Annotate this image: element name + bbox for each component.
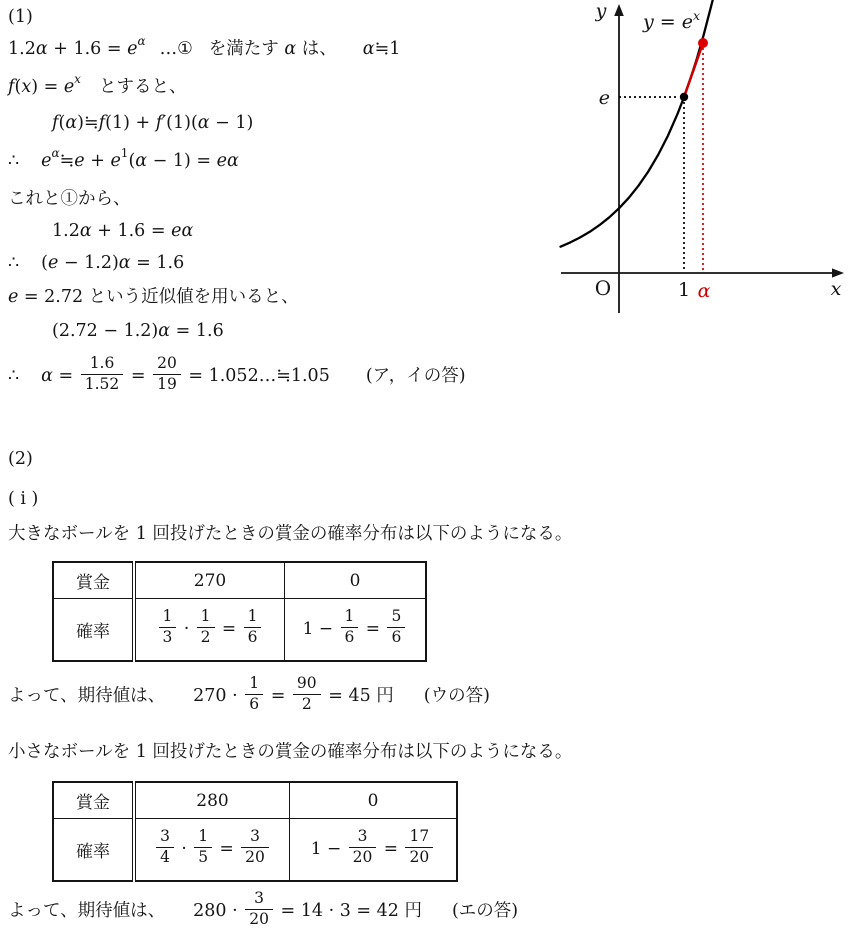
text-segment: α	[284, 39, 297, 59]
text-segment: + 1.6 =	[91, 221, 172, 241]
text-segment: 1.2	[52, 221, 80, 241]
text-segment: を満たす	[208, 39, 285, 59]
fraction-denominator: 3	[162, 628, 173, 646]
fraction-denominator: 6	[391, 628, 402, 646]
text-segment: e	[74, 151, 85, 171]
text-segment: =	[378, 839, 404, 859]
fraction	[349, 828, 377, 867]
text-segment: α	[79, 221, 92, 241]
fraction	[241, 828, 269, 867]
eq-fx-def	[8, 72, 186, 102]
text-segment: 1 −	[302, 619, 339, 639]
part1-label: (1)	[8, 7, 33, 27]
text-segment: =	[125, 365, 152, 386]
expected-value-small	[8, 889, 519, 931]
prize-value-0: 0	[285, 562, 427, 599]
table-row	[53, 599, 426, 662]
text-segment: …①	[159, 39, 193, 59]
text-segment: =	[214, 839, 240, 859]
eq-therefore-1	[8, 146, 239, 176]
prob-expression	[157, 607, 264, 646]
text-segment: これと①から、	[8, 189, 131, 209]
text-segment: α	[41, 365, 53, 386]
eq-alpha-answer	[8, 354, 466, 396]
fraction-numerator: 17	[405, 828, 433, 848]
text-segment: よって、期待値は、	[8, 685, 166, 706]
text-segment: = 1.052…≒1.05	[182, 365, 330, 386]
fraction	[341, 608, 359, 647]
fraction-numerator: 1	[341, 608, 359, 628]
text-segment: よって、期待値は、	[8, 900, 166, 921]
y-axis-label: y	[595, 0, 607, 22]
table-row	[53, 782, 457, 819]
text-segment: +	[84, 151, 111, 171]
curve-label-eq: =	[653, 11, 682, 33]
text-segment: =	[52, 365, 79, 386]
text-segment: − 1) =	[147, 151, 217, 171]
text-segment: =	[360, 619, 386, 639]
x-axis-arrow-icon	[832, 268, 844, 277]
curve-equation-label	[642, 8, 700, 33]
header-prize: 賞金	[53, 562, 134, 599]
spacer	[422, 915, 452, 916]
fraction-numerator: 1	[245, 675, 263, 695]
text-segment: = 1.6	[130, 253, 185, 273]
e-tick-label: e	[598, 87, 610, 109]
prob-cell-win	[134, 819, 290, 882]
fraction-denominator: 5	[198, 848, 209, 866]
origin-label: O	[594, 276, 612, 300]
text-segment: とすると、	[98, 77, 187, 97]
fraction	[405, 828, 433, 867]
header-prob: 確率	[53, 599, 134, 662]
fraction-denominator: 6	[247, 628, 258, 646]
fraction-denominator: 1.52	[84, 374, 120, 393]
text-segment: (1) +	[105, 113, 156, 133]
text-segment: (	[41, 253, 48, 273]
text-segment: f	[8, 77, 15, 97]
fraction-denominator: 20	[249, 909, 269, 928]
eq-therefore-2	[8, 248, 184, 278]
fraction-numerator: 3	[349, 828, 377, 848]
superscript: α	[51, 146, 60, 161]
fraction-numerator: 1	[159, 608, 177, 628]
fraction	[293, 675, 321, 714]
prize-value-270: 270	[134, 562, 285, 599]
text-segment: ·	[175, 839, 193, 859]
fraction	[194, 828, 212, 867]
text-segment: eα	[216, 151, 239, 171]
text-segment: (	[14, 77, 22, 97]
superscript: α	[137, 34, 146, 49]
point-1-e	[680, 93, 688, 101]
fraction-denominator: 4	[160, 848, 170, 866]
text-segment: (エの答)	[451, 900, 519, 921]
text-segment: e	[47, 253, 59, 273]
fraction-denominator: 20	[409, 848, 430, 866]
alpha-tick-label: α	[697, 280, 711, 302]
text-segment: α	[35, 39, 48, 59]
text-segment: )≒	[77, 113, 99, 133]
fraction-denominator: 20	[352, 848, 373, 866]
prize-value-280: 280	[134, 782, 290, 819]
expected-value-large	[8, 674, 490, 716]
fraction-numerator: 1	[194, 828, 212, 848]
x-axis-label: x	[830, 278, 842, 300]
text-segment: e	[127, 39, 138, 59]
fraction-denominator: 2	[301, 694, 312, 713]
intro-small-ball: 小さなボールを 1 回投げたときの賞金の確率分布は以下のようになる。	[8, 742, 573, 762]
fraction-denominator: 6	[249, 694, 260, 713]
spacer	[193, 53, 209, 54]
curve-label-sup-x: x	[692, 8, 701, 23]
spacer	[165, 915, 193, 916]
superscript: x	[74, 72, 81, 87]
text-segment: 270 ·	[193, 685, 244, 706]
text-segment: ∴	[8, 151, 20, 171]
text-segment: ≒	[59, 151, 75, 171]
exp-curve	[561, 1, 713, 247]
text-segment: − 1.2)	[58, 253, 119, 273]
text-segment: α	[197, 113, 210, 133]
text-segment: ∴	[8, 365, 20, 386]
fraction-numerator: 1	[244, 608, 262, 628]
fraction	[81, 355, 124, 394]
exp-function-graph	[557, 0, 853, 315]
spacer	[19, 267, 41, 268]
text-segment: = 45 円	[322, 685, 394, 706]
superscript: 1	[120, 146, 129, 161]
prob-cell-lose	[290, 819, 458, 882]
text-segment: = 14 · 3 = 42 円	[274, 900, 422, 921]
text-segment: α	[362, 39, 375, 59]
spacer	[81, 91, 99, 92]
fraction	[153, 355, 181, 394]
text-korekara	[8, 184, 131, 214]
fraction	[156, 828, 174, 867]
fraction-numerator: 1	[197, 608, 215, 628]
text-segment: e	[110, 151, 121, 171]
text-segment: f′	[155, 113, 167, 133]
text-segment: − 1)	[209, 113, 254, 133]
one-tick-label: 1	[677, 279, 691, 301]
table-row	[53, 562, 426, 599]
fraction	[387, 608, 405, 647]
prob-expression	[310, 827, 435, 866]
part2-label: (2)	[8, 449, 33, 469]
spacer	[330, 380, 366, 381]
fraction	[245, 890, 273, 929]
tangent-segment	[684, 43, 703, 97]
prob-table-small	[52, 781, 458, 882]
fraction	[159, 608, 177, 647]
table-row	[53, 819, 457, 882]
spacer	[337, 53, 363, 54]
text-segment: ) =	[31, 77, 64, 97]
header-prob: 確率	[53, 819, 134, 882]
text-segment: (	[58, 113, 66, 133]
fraction-numerator: 1.6	[81, 355, 124, 375]
curve-label-e: e	[681, 11, 693, 33]
text-segment: α	[158, 321, 171, 341]
text-segment: ∴	[8, 253, 20, 273]
text-segment: =	[265, 685, 291, 706]
fraction-numerator: 3	[156, 828, 174, 848]
spacer	[146, 53, 160, 54]
text-segment: 280 ·	[193, 900, 244, 921]
text-segment: α	[65, 113, 78, 133]
prob-table-large	[52, 561, 427, 662]
curve-label-y: y	[643, 11, 654, 33]
eq-numeric	[52, 316, 224, 346]
text-segment: α	[135, 151, 148, 171]
part2-sub-label: ( i )	[8, 489, 39, 509]
text-segment: eα	[171, 221, 194, 241]
header-prize: 賞金	[53, 782, 134, 819]
text-segment: + 1.6 =	[47, 39, 128, 59]
y-axis-arrow-icon	[614, 4, 624, 16]
text-segment: ≒1	[374, 39, 401, 59]
text-segment: (ウの答)	[423, 685, 490, 706]
text-segment: e	[63, 77, 75, 97]
fraction	[245, 675, 263, 714]
prob-expression	[302, 607, 408, 646]
fraction-numerator: 90	[293, 675, 321, 695]
eq-linear-approx	[52, 108, 253, 138]
text-segment: は、	[296, 39, 337, 59]
text-segment: (1)(	[166, 113, 198, 133]
prob-expression	[154, 827, 271, 866]
fraction	[244, 608, 262, 647]
text-segment: (2.72 − 1.2)	[52, 321, 159, 341]
fraction-numerator: 20	[153, 355, 181, 375]
text-segment: 1.2	[8, 39, 36, 59]
fraction-denominator: 6	[344, 628, 355, 646]
text-segment: α	[118, 253, 131, 273]
fraction-numerator: 5	[387, 608, 405, 628]
intro-large-ball: 大きなボールを 1 回投げたときの賞金の確率分布は以下のようになる。	[8, 524, 573, 544]
text-segment: ·	[178, 619, 195, 639]
text-segment: 1 −	[310, 839, 347, 859]
graph-svg	[557, 0, 853, 315]
eq-original	[8, 34, 400, 64]
fraction-denominator: 20	[245, 848, 265, 866]
text-segment: e	[41, 151, 52, 171]
spacer	[19, 380, 41, 381]
eq-combined	[52, 216, 193, 246]
text-segment: = 1.6	[170, 321, 224, 341]
text-segment: (	[128, 151, 136, 171]
fraction-denominator: 19	[157, 374, 177, 393]
text-e-approx	[8, 282, 299, 312]
fraction	[197, 608, 215, 647]
prize-value-0: 0	[290, 782, 458, 819]
text-segment: x	[21, 77, 32, 97]
prob-cell-lose	[285, 599, 427, 662]
text-segment: f	[52, 113, 59, 133]
text-segment: (ア，イの答)	[365, 365, 466, 386]
spacer	[165, 700, 193, 701]
point-alpha	[698, 38, 708, 48]
text-segment: e	[8, 287, 19, 307]
fraction-numerator: 3	[241, 828, 269, 848]
spacer	[394, 700, 424, 701]
prob-cell-win	[134, 599, 285, 662]
fraction-numerator: 3	[245, 890, 273, 910]
fraction-denominator: 2	[200, 628, 211, 646]
spacer	[19, 165, 41, 166]
text-segment: f	[98, 113, 106, 133]
text-segment: =	[216, 619, 242, 639]
text-segment: = 2.72 という近似値を用いると、	[18, 287, 299, 307]
